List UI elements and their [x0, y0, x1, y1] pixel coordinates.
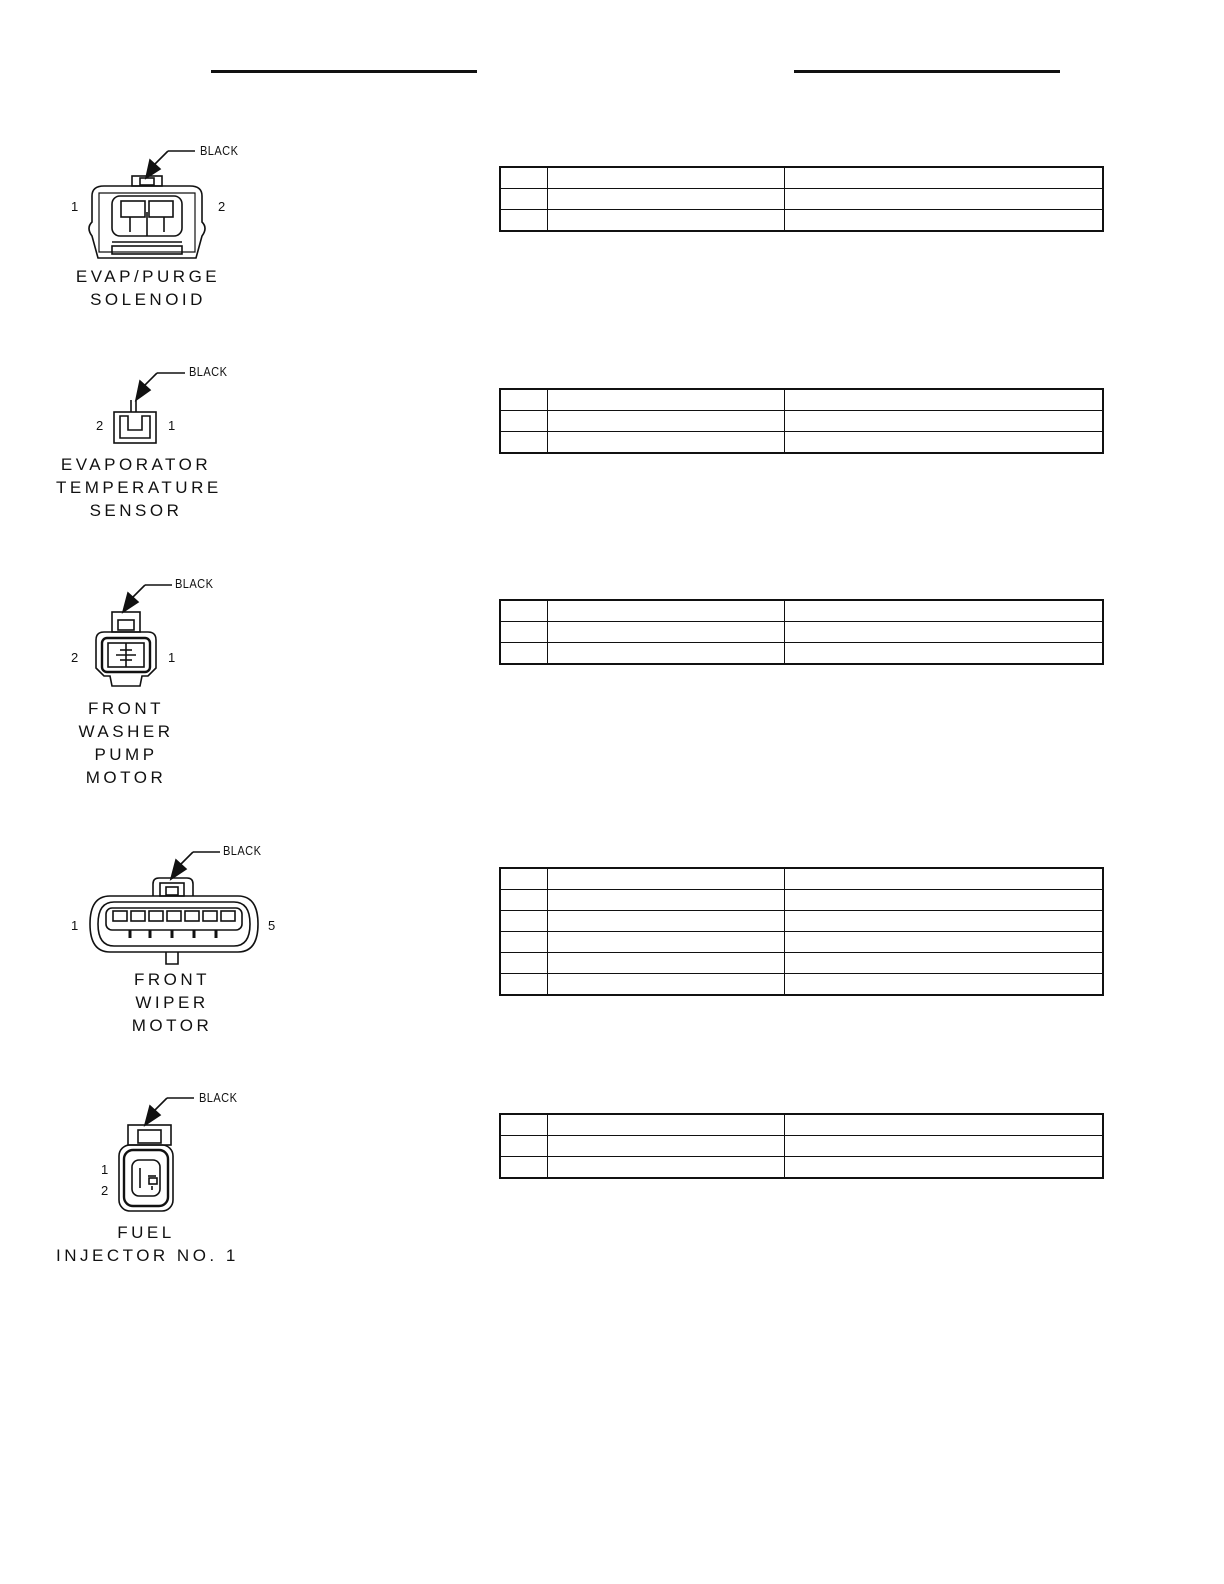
connector-name-line: MOTOR: [85, 768, 167, 787]
table-row: [500, 432, 1103, 454]
table-row: [500, 411, 1103, 432]
pin-label-left: 2: [71, 650, 79, 665]
table-row: [500, 868, 1103, 890]
color-label: BLACK: [199, 1090, 238, 1105]
table-row: [500, 932, 1103, 953]
table-row: [500, 210, 1103, 232]
connector-name-line: EVAPORATOR: [60, 455, 212, 474]
connector-name-line: WASHER: [78, 722, 174, 741]
connector-name-line: SENSOR: [89, 501, 183, 520]
pin-label-right: 1: [168, 418, 176, 433]
pin-table-wiper-motor: [499, 867, 1104, 996]
pin-label-right: 5: [268, 918, 276, 933]
header-rule-right: [794, 70, 1060, 73]
table-row: [500, 1136, 1103, 1157]
color-label: BLACK: [200, 143, 239, 158]
connector-name-line: PUMP: [94, 745, 158, 764]
table-row: [500, 643, 1103, 665]
fuel-injector-connector-icon: [0, 0, 300, 1280]
pin-label-bottom: 2: [101, 1183, 109, 1198]
table-row: [500, 622, 1103, 643]
table-row: [500, 1157, 1103, 1179]
pin-label-left: 1: [71, 199, 79, 214]
color-label: BLACK: [175, 576, 214, 591]
pin-table-fuel-injector: [499, 1113, 1104, 1179]
connector-name-line: WIPER: [135, 993, 209, 1012]
connector-name: [56, 1221, 239, 1267]
table-row: [500, 953, 1103, 974]
pin-label-left: 2: [96, 418, 104, 433]
pin-label-top: 1: [101, 1162, 109, 1177]
pin-table-washer-pump: [499, 599, 1104, 665]
table-row: [500, 600, 1103, 622]
table-row: [500, 1114, 1103, 1136]
connector-name-line: INJECTOR NO. 1: [56, 1246, 239, 1265]
color-label: BLACK: [223, 843, 262, 858]
pin-label-right: 1: [168, 650, 176, 665]
color-label: BLACK: [189, 364, 228, 379]
table-row: [500, 890, 1103, 911]
pin-label-right: 2: [218, 199, 226, 214]
connector-name-line: FUEL: [117, 1223, 175, 1242]
table-row: [500, 389, 1103, 411]
connector-name-line: FRONT: [87, 699, 165, 718]
connector-name-line: EVAP/PURGE: [75, 267, 221, 286]
connector-name-line: FRONT: [133, 970, 211, 989]
connector-name-line: MOTOR: [131, 1016, 213, 1035]
pin-label-left: 1: [71, 918, 79, 933]
connector-name-line: TEMPERATURE: [56, 478, 222, 497]
pin-table-evap-purge: [499, 166, 1104, 232]
pin-table-evaporator-sensor: [499, 388, 1104, 454]
table-row: [500, 167, 1103, 189]
table-row: [500, 189, 1103, 210]
table-row: [500, 974, 1103, 996]
table-row: [500, 911, 1103, 932]
connector-name-line: SOLENOID: [90, 290, 206, 309]
